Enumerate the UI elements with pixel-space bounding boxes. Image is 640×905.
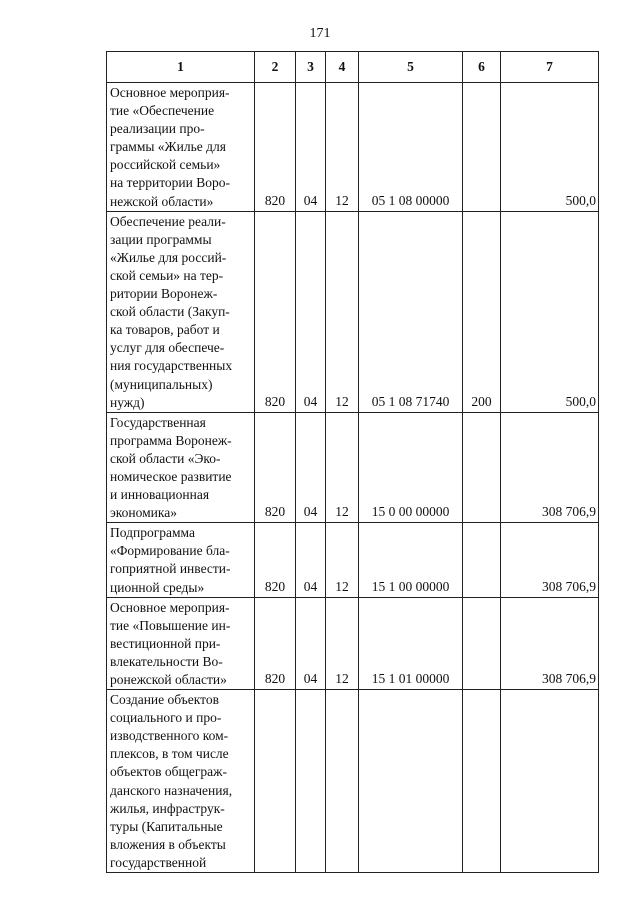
kvsr-cell [255, 690, 296, 873]
table-row [107, 690, 599, 873]
subsection-cell: 12 [326, 83, 359, 212]
table-row [107, 597, 599, 689]
row-name-cell: Основное мероприя- тие «Обеспечение реализации про- граммы «Жилье для российской семьи» на территории Воро- нежской области» [107, 83, 255, 212]
subsection-cell: 12 [326, 211, 359, 412]
header-col-2: 2 [255, 52, 296, 83]
row-name-cell: Создание объектов социального и про- изводственного ком- плексов, в том числе объектов общеграж- данского назначения, жилья, инфраструк- туры (Капитальные вложения в объекты государственной [107, 690, 255, 873]
kvsr-cell: 820 [255, 412, 296, 523]
header-col-5: 5 [359, 52, 463, 83]
amount-cell: 500,0 [501, 211, 599, 412]
subsection-cell: 12 [326, 523, 359, 597]
expense-type-cell: 200 [463, 211, 501, 412]
header-col-1: 1 [107, 52, 255, 83]
section-cell: 04 [296, 412, 326, 523]
target-article-cell: 15 1 01 00000 [359, 597, 463, 689]
kvsr-cell: 820 [255, 211, 296, 412]
header-col-7: 7 [501, 52, 599, 83]
table-row [107, 523, 599, 597]
header-row [107, 52, 599, 83]
section-cell: 04 [296, 211, 326, 412]
row-name-cell: Подпрограмма «Формирование бла- гоприятной инвести- ционной среды» [107, 523, 255, 597]
header-col-3: 3 [296, 52, 326, 83]
target-article-cell: 15 1 00 00000 [359, 523, 463, 597]
target-article-cell: 15 0 00 00000 [359, 412, 463, 523]
table-row [107, 211, 599, 412]
expense-type-cell [463, 523, 501, 597]
target-article-cell: 05 1 08 00000 [359, 83, 463, 212]
section-cell: 04 [296, 83, 326, 212]
expense-type-cell [463, 412, 501, 523]
subsection-cell [326, 690, 359, 873]
expense-type-cell [463, 83, 501, 212]
row-name-cell: Государственная программа Воронеж- ской области «Эко- номическое развитие и инновационная экономика» [107, 412, 255, 523]
amount-cell [501, 690, 599, 873]
table-row [107, 83, 599, 212]
row-name-cell: Обеспечение реали- зации программы «Жилье для россий- ской семьи» на тер- ритории Воронеж- ской области (Закуп- ка товаров, работ и услуг для обеспече- ния государственных (муниципальных) нужд) [107, 211, 255, 412]
amount-cell: 308 706,9 [501, 412, 599, 523]
section-cell [296, 690, 326, 873]
subsection-cell: 12 [326, 597, 359, 689]
header-col-4: 4 [326, 52, 359, 83]
header-col-6: 6 [463, 52, 501, 83]
row-name-cell: Основное мероприя- тие «Повышение ин- вестиционной при- влекательности Во- ронежской области» [107, 597, 255, 689]
expense-type-cell [463, 690, 501, 873]
amount-cell: 500,0 [501, 83, 599, 212]
kvsr-cell: 820 [255, 523, 296, 597]
amount-cell: 308 706,9 [501, 523, 599, 597]
target-article-cell: 05 1 08 71740 [359, 211, 463, 412]
section-cell: 04 [296, 597, 326, 689]
budget-table [106, 51, 599, 873]
amount-cell: 308 706,9 [501, 597, 599, 689]
page-number: 171 [309, 26, 331, 41]
section-cell: 04 [296, 523, 326, 597]
expense-type-cell [463, 597, 501, 689]
kvsr-cell: 820 [255, 83, 296, 212]
subsection-cell: 12 [326, 412, 359, 523]
target-article-cell [359, 690, 463, 873]
kvsr-cell: 820 [255, 597, 296, 689]
table-row [107, 412, 599, 523]
